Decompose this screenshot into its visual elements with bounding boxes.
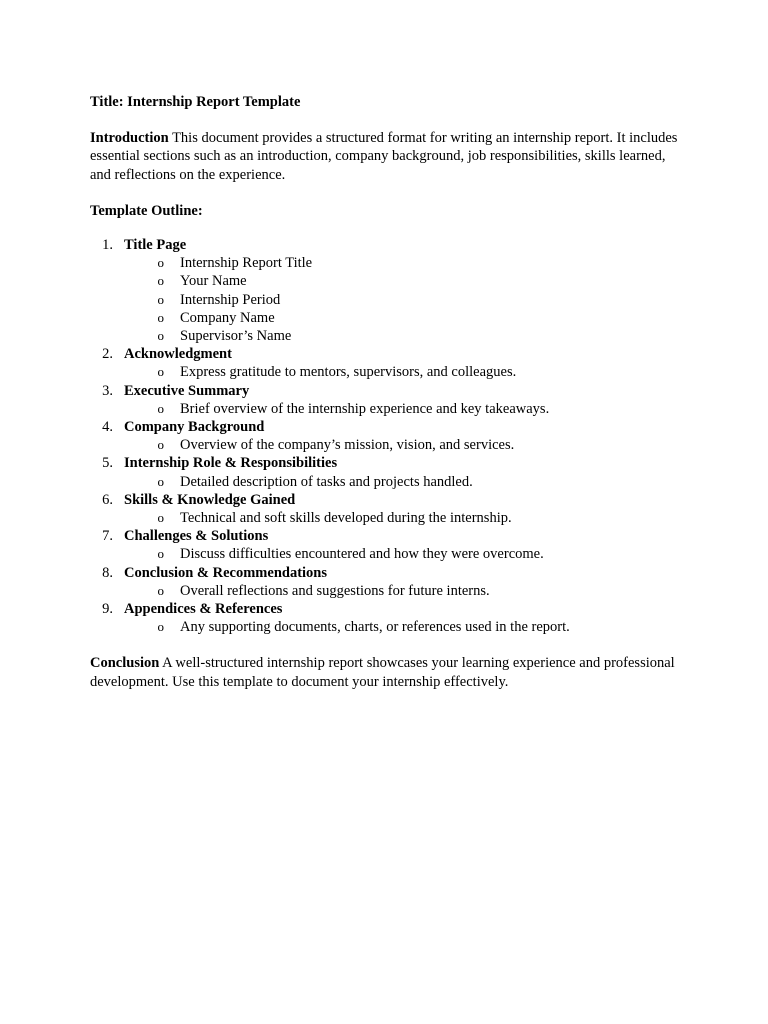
- list-item: [90, 272, 680, 290]
- introduction-text: This document provides a structured format for writing an internship report. It includes essential sections such as an introduction, company background, job responsibilities, skills learned, and reflections on the experience.: [90, 130, 678, 183]
- section-item-list: [90, 582, 680, 600]
- list-item-text: Overview of the company’s mission, vision, and services.: [180, 437, 515, 454]
- section-heading-row: [90, 382, 680, 400]
- conclusion-text: A well-structured internship report showcases your learning experience and professional development. Use this template to document your internship effectively.: [90, 655, 675, 690]
- list-item: [90, 473, 680, 491]
- list-item-text: Brief overview of the internship experience and key takeaways.: [180, 400, 550, 417]
- section-number: 3.: [102, 382, 113, 399]
- section-number: 9.: [102, 601, 113, 618]
- hollow-bullet-icon: o: [157, 328, 164, 344]
- list-item-text: Any supporting documents, charts, or references used in the report.: [180, 619, 570, 636]
- section-number: 4.: [102, 419, 113, 436]
- section-item-list: [90, 473, 680, 491]
- outline-section: [90, 600, 680, 636]
- list-item: [90, 291, 680, 309]
- hollow-bullet-icon: o: [157, 291, 164, 307]
- section-number: 1.: [102, 237, 113, 254]
- list-item: [90, 309, 680, 327]
- outline-section: [90, 236, 680, 345]
- list-item: [90, 618, 680, 636]
- hollow-bullet-icon: o: [157, 619, 164, 635]
- section-heading-row: [90, 600, 680, 618]
- section-title: Internship Role & Responsibilities: [124, 455, 338, 472]
- section-item-list: [90, 254, 680, 345]
- hollow-bullet-icon: o: [157, 255, 164, 271]
- section-number: 2.: [102, 346, 113, 363]
- introduction-paragraph: [90, 129, 680, 184]
- outline-section: [90, 491, 680, 527]
- list-item-text: Internship Report Title: [180, 255, 313, 272]
- section-number: 6.: [102, 491, 113, 508]
- list-item: [90, 400, 680, 418]
- section-heading-row: [90, 454, 680, 472]
- list-item: [90, 582, 680, 600]
- hollow-bullet-icon: o: [157, 582, 164, 598]
- hollow-bullet-icon: o: [157, 437, 164, 453]
- section-heading-row: [90, 345, 680, 363]
- hollow-bullet-icon: o: [157, 400, 164, 416]
- list-item: [90, 327, 680, 345]
- section-heading-row: [90, 236, 680, 254]
- hollow-bullet-icon: o: [157, 364, 164, 380]
- outline-heading: Template Outline:: [90, 202, 203, 219]
- hollow-bullet-icon: o: [157, 510, 164, 526]
- list-item: [90, 436, 680, 454]
- list-item: [90, 254, 680, 272]
- section-item-list: [90, 545, 680, 563]
- outline-list: [90, 236, 680, 636]
- list-item-text: Discuss difficulties encountered and how they were overcome.: [180, 546, 544, 563]
- list-item-text: Internship Period: [180, 291, 281, 308]
- section-item-list: [90, 363, 680, 381]
- outline-section: [90, 345, 680, 381]
- list-item-text: Technical and soft skills developed during the internship.: [180, 510, 512, 527]
- list-item: [90, 363, 680, 381]
- outline-section: [90, 418, 680, 454]
- conclusion-label: Conclusion: [90, 655, 160, 672]
- document-page: [90, 93, 680, 691]
- list-item-text: Supervisor’s Name: [180, 328, 292, 345]
- hollow-bullet-icon: o: [157, 273, 164, 289]
- document-title: Title: Internship Report Template: [90, 94, 301, 110]
- section-title: Company Background: [124, 419, 265, 436]
- section-item-list: [90, 509, 680, 527]
- section-heading-row: [90, 564, 680, 582]
- section-number: 8.: [102, 564, 113, 581]
- section-title: Title Page: [124, 237, 187, 254]
- list-item: [90, 509, 680, 527]
- section-title: Appendices & References: [124, 601, 283, 618]
- section-item-list: [90, 400, 680, 418]
- hollow-bullet-icon: o: [157, 309, 164, 325]
- outline-section: [90, 382, 680, 418]
- section-title: Conclusion & Recommendations: [124, 564, 328, 581]
- list-item-text: Company Name: [180, 309, 275, 326]
- section-title: Skills & Knowledge Gained: [124, 491, 296, 508]
- list-item-text: Detailed description of tasks and projects handled.: [180, 473, 473, 490]
- introduction-label: Introduction: [90, 130, 169, 147]
- list-item-text: Overall reflections and suggestions for future interns.: [180, 582, 490, 599]
- section-heading-row: [90, 527, 680, 545]
- conclusion-paragraph: [90, 654, 680, 690]
- section-number: 5.: [102, 455, 113, 472]
- section-heading-row: [90, 491, 680, 509]
- hollow-bullet-icon: o: [157, 546, 164, 562]
- section-title: Executive Summary: [124, 382, 250, 399]
- list-item: [90, 545, 680, 563]
- outline-section: [90, 454, 680, 490]
- section-heading-row: [90, 418, 680, 436]
- list-item-text: Your Name: [180, 273, 247, 290]
- section-title: Challenges & Solutions: [124, 528, 269, 545]
- section-item-list: [90, 436, 680, 454]
- section-item-list: [90, 618, 680, 636]
- section-number: 7.: [102, 528, 113, 545]
- hollow-bullet-icon: o: [157, 473, 164, 489]
- section-title: Acknowledgment: [124, 346, 232, 363]
- outline-section: [90, 564, 680, 600]
- outline-section: [90, 527, 680, 563]
- list-item-text: Express gratitude to mentors, supervisors, and colleagues.: [180, 364, 517, 381]
